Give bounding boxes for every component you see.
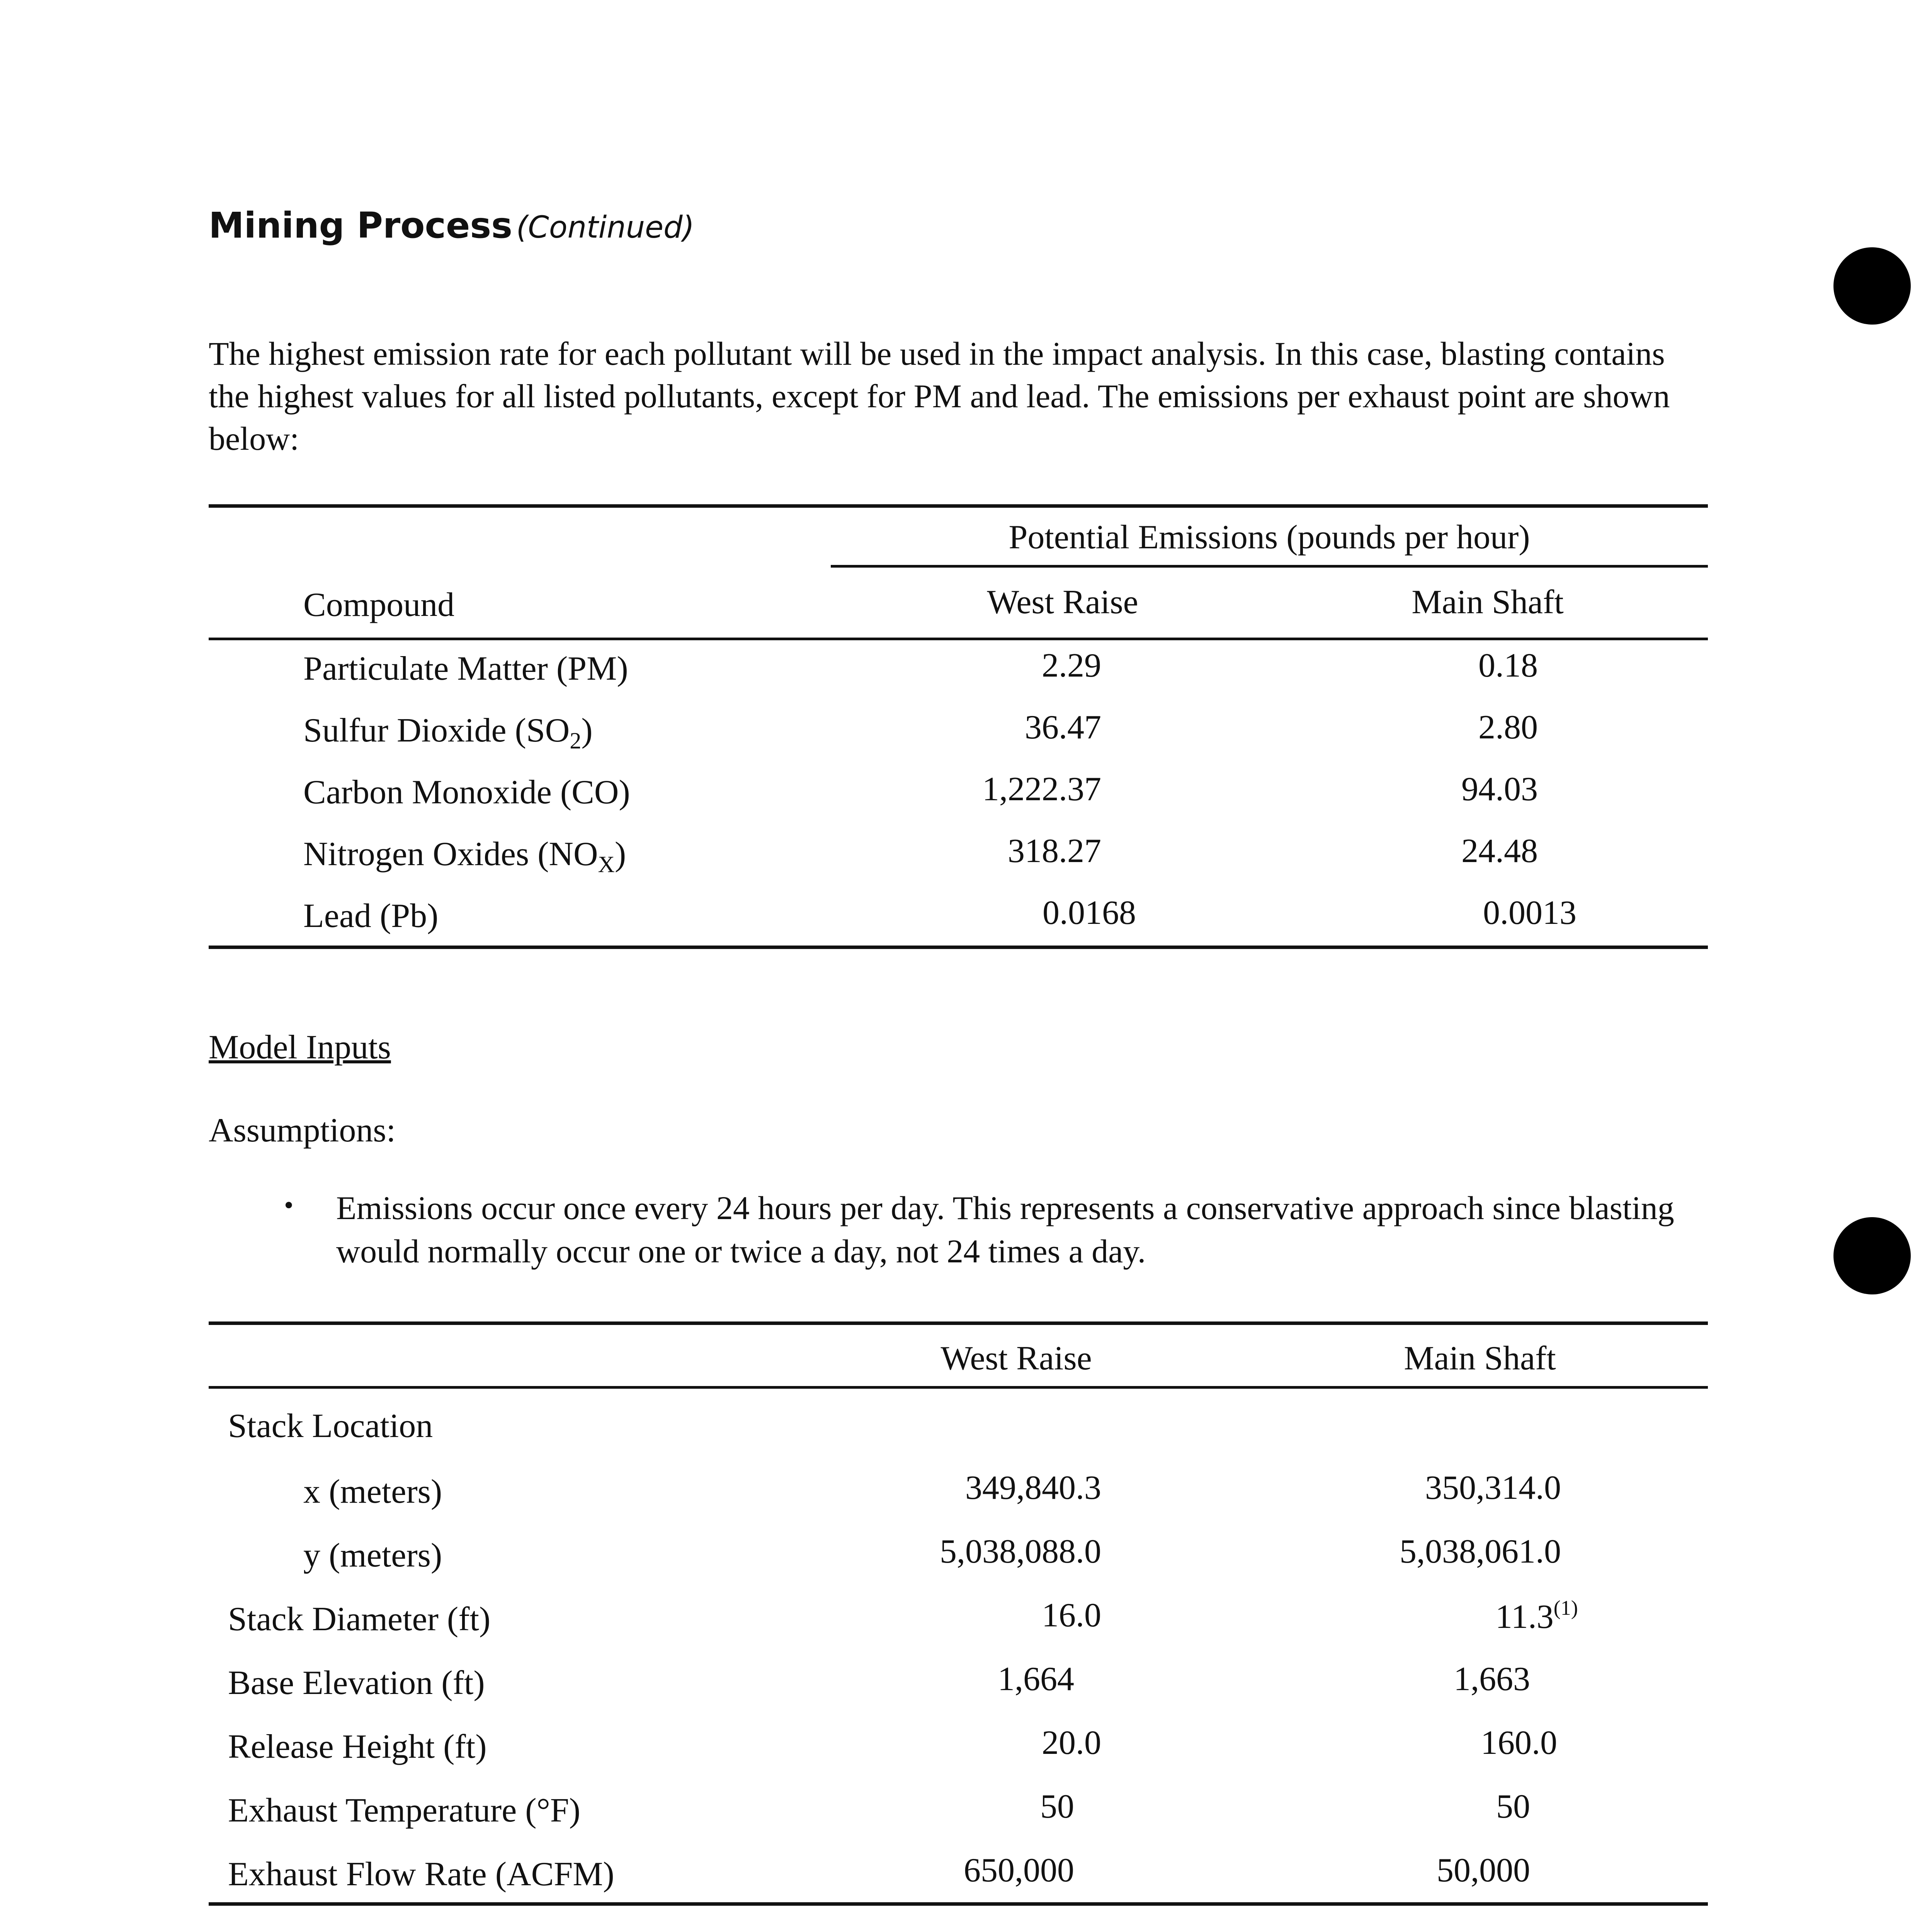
diameter-main-shaft: 11.3$^{(1)}$ — [1495, 1596, 1578, 1636]
nox-west-raise: 318.27 — [1008, 832, 1101, 870]
so2-west-raise: 36.47 — [1025, 709, 1101, 746]
row-label-x: x (meters) — [303, 1473, 442, 1510]
row-label-exhaust-temperature: Exhaust Temperature (°F) — [228, 1792, 581, 1829]
release-main-shaft: 160.0 — [1481, 1724, 1557, 1762]
page-heading — [209, 205, 694, 246]
flow-main-shaft: 50,000 — [1437, 1852, 1530, 1889]
compound-nox: Nitrogen Oxides $(NO_X)$ — [303, 835, 626, 877]
compound-pm: Particulate Matter (PM) — [303, 650, 628, 687]
stack-header-rule — [209, 1386, 1708, 1389]
stack-top-rule — [209, 1321, 1708, 1325]
row-label-y: y (meters) — [303, 1537, 442, 1574]
temperature-main-shaft: 50 — [1496, 1788, 1530, 1825]
pm-main-shaft: 0.18 — [1478, 647, 1538, 684]
stack-bottom-rule — [209, 1902, 1708, 1906]
row-label-exhaust-flow-rate: Exhaust Flow Rate (ACFM) — [228, 1855, 614, 1893]
x-main-shaft: 350,314.0 — [1425, 1469, 1561, 1507]
so2-main-shaft: 2.80 — [1478, 709, 1538, 746]
col-header-compound: Compound — [303, 586, 455, 624]
intro-paragraph: The highest emission rate for each pollutant will be used in the impact analysis. In this case, blasting contains the highest values for all listed pollutants, except for PM and lead. The emissions per exhaust point are shown below: — [209, 335, 1670, 457]
group-header-rule — [831, 565, 1708, 568]
row-label-release-height: Release Height (ft) — [228, 1728, 487, 1765]
model-inputs-title: Model Inputs — [209, 1029, 391, 1066]
co-west-raise: 1,222.37 — [982, 770, 1101, 808]
bullet-marker: • — [284, 1190, 294, 1220]
table-bottom-rule — [209, 946, 1708, 949]
compound-co: Carbon Monoxide (CO) — [303, 774, 630, 811]
heading-continued: (Continued) — [516, 210, 695, 245]
stack-location-label: Stack Location — [228, 1407, 433, 1445]
table-top-rule — [209, 504, 1708, 508]
y-west-raise: 5,038,088.0 — [940, 1533, 1101, 1570]
group-header: Potential Emissions (pounds per hour) — [1009, 519, 1530, 556]
y-main-shaft: 5,038,061.0 — [1400, 1533, 1561, 1570]
stack-col-west-raise: West Raise — [940, 1340, 1092, 1377]
x-west-raise: 349,840.3 — [965, 1469, 1101, 1507]
elevation-west-raise: 1,664 — [998, 1660, 1074, 1698]
punch-hole-top — [1833, 247, 1911, 325]
row-label-base-elevation: Base Elevation (ft) — [228, 1664, 485, 1702]
col-header-west-raise: West Raise — [987, 583, 1138, 621]
punch-hole-middle — [1833, 1217, 1911, 1294]
compound-lead: Lead (Pb) — [303, 897, 439, 935]
heading-title: Mining Process — [209, 205, 512, 246]
col-header-main-shaft: Main Shaft — [1412, 583, 1564, 621]
assumption-bullet: Emissions occur once every 24 hours per day. This represents a conservative approach since blasting would normally occur one or twice a day, not 24 times a day. — [336, 1189, 1674, 1270]
compound-so2: Sulfur Dioxide $(SO_2)$ — [303, 712, 593, 753]
diameter-west-raise: 16.0 — [1042, 1597, 1101, 1634]
elevation-main-shaft: 1,663 — [1454, 1660, 1530, 1698]
co-main-shaft: 94.03 — [1461, 770, 1538, 808]
stack-col-main-shaft: Main Shaft — [1404, 1340, 1556, 1377]
lead-main-shaft: 0.0013 — [1483, 894, 1577, 932]
nox-main-shaft: 24.48 — [1461, 832, 1538, 870]
temperature-west-raise: 50 — [1040, 1788, 1074, 1825]
release-west-raise: 20.0 — [1042, 1724, 1101, 1762]
lead-west-raise: 0.0168 — [1043, 894, 1136, 932]
row-label-stack-diameter: Stack Diameter (ft) — [228, 1600, 491, 1638]
pm-west-raise: 2.29 — [1042, 647, 1101, 684]
flow-west-raise: 650,000 — [964, 1852, 1074, 1889]
header-rule — [209, 638, 1708, 640]
assumptions-label: Assumptions: — [209, 1112, 396, 1149]
